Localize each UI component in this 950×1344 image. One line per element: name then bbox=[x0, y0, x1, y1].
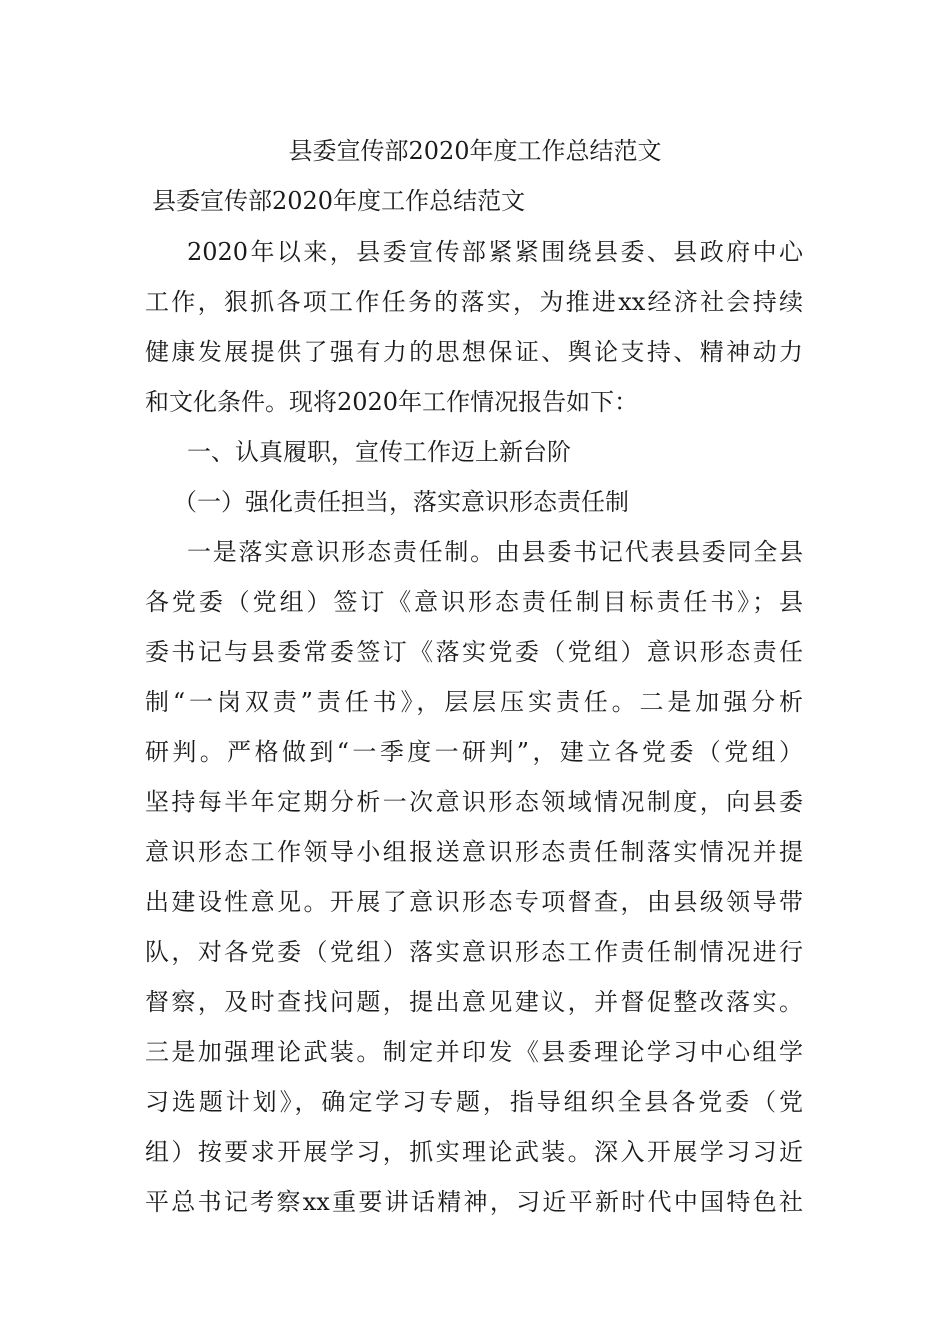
paragraph-2-line: 意识形态工作领导小组报送意识形态责任制落实情况并提 bbox=[145, 838, 803, 866]
paragraph-2-line: 各党委（党组）签订《意识形态责任制目标责任书》；县 bbox=[145, 588, 803, 616]
paragraph-1-line: 2020年以来，县委宣传部紧紧围绕县委、县政府中心 bbox=[187, 238, 803, 266]
paragraph-2-line: 研判。严格做到“一季度一研判”，建立各党委（党组） bbox=[145, 738, 803, 766]
paragraph-2-line: 委书记与县委常委签订《落实党委（党组）意识形态责任 bbox=[145, 638, 803, 666]
paragraph-2-line: 出建设性意见。开展了意识形态专项督查，由县级领导带 bbox=[145, 888, 803, 916]
paragraph-2-line: 平总书记考察xx重要讲话精神，习近平新时代中国特色社 bbox=[145, 1188, 803, 1216]
paragraph-2-line: 坚持每半年定期分析一次意识形态领域情况制度，向县委 bbox=[145, 788, 803, 816]
paragraph-2-line: 队，对各党委（党组）落实意识形态工作责任制情况进行 bbox=[145, 938, 803, 966]
paragraph-2-line: 习选题计划》，确定学习专题，指导组织全县各党委（党 bbox=[145, 1088, 803, 1116]
document-title: 县委宣传部2020年度工作总结范文 bbox=[288, 137, 662, 165]
paragraph-1-line: 工作，狠抓各项工作任务的落实，为推进xx经济社会持续 bbox=[145, 288, 803, 316]
document-subtitle: 县委宣传部2020年度工作总结范文 bbox=[152, 187, 526, 215]
paragraph-2-line: 督察，及时查找问题，提出意见建议，并督促整改落实。 bbox=[145, 988, 803, 1016]
paragraph-2-line: 组）按要求开展学习，抓实理论武装。深入开展学习习近 bbox=[145, 1138, 803, 1166]
paragraph-2-line: 制“一岗双责”责任书》，层层压实责任。二是加强分析 bbox=[145, 688, 803, 716]
paragraph-1-line: 健康发展提供了强有力的思想保证、舆论支持、精神动力 bbox=[145, 338, 803, 366]
paragraph-2-line: 一是落实意识形态责任制。由县委书记代表县委同全县 bbox=[187, 538, 803, 566]
section-heading-1: 一、认真履职，宣传工作迈上新台阶 bbox=[187, 438, 571, 466]
paragraph-2-line: 三是加强理论武装。制定并印发《县委理论学习中心组学 bbox=[145, 1038, 803, 1066]
paragraph-1-line: 和文化条件。现将2020年工作情况报告如下： bbox=[145, 388, 639, 416]
subsection-heading-1-1: （一）强化责任担当，落实意识形态责任制 bbox=[173, 488, 629, 516]
